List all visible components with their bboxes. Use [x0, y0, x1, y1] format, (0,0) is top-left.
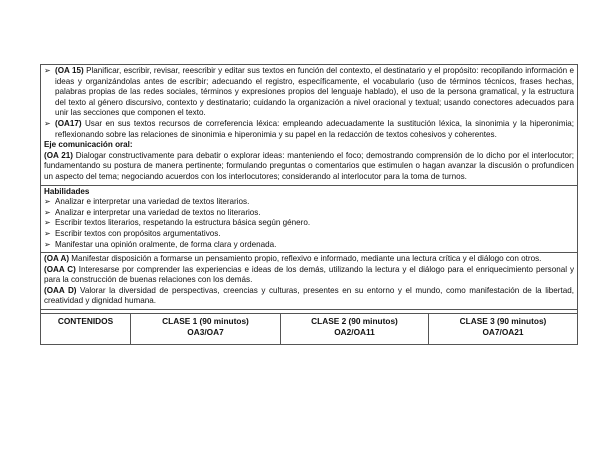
- class-title: CLASE 1 (90 minutos): [162, 316, 249, 327]
- arrow-bullet-icon: ➢: [44, 228, 51, 238]
- skills-box: [40, 186, 578, 254]
- skills-heading: Habilidades: [44, 186, 90, 196]
- objective-text: Usar en sus textos recursos de correferencia léxica: empleando adecuadamente la sustitución léxica, la sinonimia y la hiperonimia; reflexionando sobre las relaciones de sinonimia e hiperonimia y su papel en la redacción de textos cohesivos y coherentes.: [55, 118, 574, 139]
- skill-item: ➢ Analizar e interpretar una variedad de textos no literarios.: [44, 207, 261, 217]
- lesson-plan-page: [40, 64, 578, 345]
- attitudes-box: [40, 253, 578, 310]
- objective-text: Dialogar constructivamente para debatir o explorar ideas: manteniendo el foco; demostrando comprensión de lo dicho por el interlocutor; fundamentando su postura de manera pertinente; formulando preguntas o comentarios que estimulen o hagan avanzar la discusión o profundicen un aspecto del tema; negociando acuerdos con los interlocutores; considerando al interlocutor para la toma de turnos.: [44, 150, 574, 181]
- class-2-header: [280, 314, 428, 344]
- class-title: CLASE 2 (90 minutos): [311, 316, 398, 327]
- objectives-box: [40, 64, 578, 186]
- skill-item: ➢ Manifestar una opinión oralmente, de forma clara y ordenada.: [44, 239, 277, 249]
- attitude-text: Valorar la diversidad de perspectivas, creencias y culturas, presentes en su entorno y el mundo, como manifestación de la libertad, creatividad y dignidad humana.: [44, 285, 574, 306]
- attitude-text: Interesarse por comprender las experiencias e ideas de los demás, utilizando la lectura y el diálogo para el enriquecimiento personal y para la construcción de buenas relaciones con los demás.: [44, 264, 574, 285]
- skill-item: ➢ Analizar e interpretar una variedad de textos literarios.: [44, 197, 250, 207]
- attitude-item: [44, 254, 574, 265]
- oral-objective: [44, 151, 574, 183]
- attitude-code: (OAA D): [44, 285, 77, 295]
- class-1-header: [130, 314, 280, 344]
- arrow-bullet-icon: ➢: [44, 207, 51, 217]
- class-table-header: [40, 313, 578, 345]
- objective-code: (OA 15): [55, 66, 84, 75]
- contents-header: CONTENIDOS: [57, 316, 114, 327]
- oral-axis-heading: Eje comunicación oral:: [44, 140, 133, 150]
- arrow-bullet-icon: ➢: [44, 66, 51, 75]
- attitude-code: (OAA C): [44, 264, 76, 274]
- objective-code: (OA 21): [44, 150, 73, 160]
- class-oa: OA7/OA21: [482, 326, 524, 337]
- class-oa: OA3/OA7: [187, 326, 224, 337]
- skill-item: ➢ Escribir textos con propósitos argumentativos.: [44, 228, 221, 238]
- attitude-text: Manifestar disposición a formarse un pensamiento propio, reflexivo e informado, mediante una lectura crítica y el diálogo con otros.: [69, 254, 542, 264]
- class-title: CLASE 3 (90 minutos): [459, 316, 547, 327]
- objective-text: Planificar, escribir, revisar, reescribir y editar sus textos en función del contexto, el destinatario y el propósito: recopilando información e ideas y organizándolas antes de escribir; adecuando el registro, específicamente, el vocabulario (uso de términos técnicos, frases hechas, palabras propias de las redes sociales, términos y expresiones propios del lenguaje hablado), el uso de la persona gramatical, y la estructura del texto al género discursivo, contexto y destinatario; cuidando la organización a nivel oracional y textual; usando conectores adecuados para unir las secciones que componen el texto.: [55, 66, 574, 118]
- attitude-item: [44, 265, 574, 286]
- objective-item: [44, 119, 574, 140]
- class-oa: OA2/OA11: [334, 326, 375, 337]
- objective-code: (OA17): [55, 118, 82, 128]
- attitude-item: [44, 286, 574, 307]
- skill-item: ➢ Escribir textos literarios, respetando la estructura básica según género.: [44, 218, 311, 228]
- arrow-bullet-icon: ➢: [44, 197, 51, 207]
- arrow-bullet-icon: ➢: [44, 218, 51, 228]
- attitude-code: (OA A): [44, 254, 70, 264]
- class-3-header: [428, 314, 577, 344]
- arrow-bullet-icon: ➢: [44, 118, 51, 128]
- arrow-bullet-icon: ➢: [44, 239, 51, 249]
- objective-item: [44, 66, 574, 119]
